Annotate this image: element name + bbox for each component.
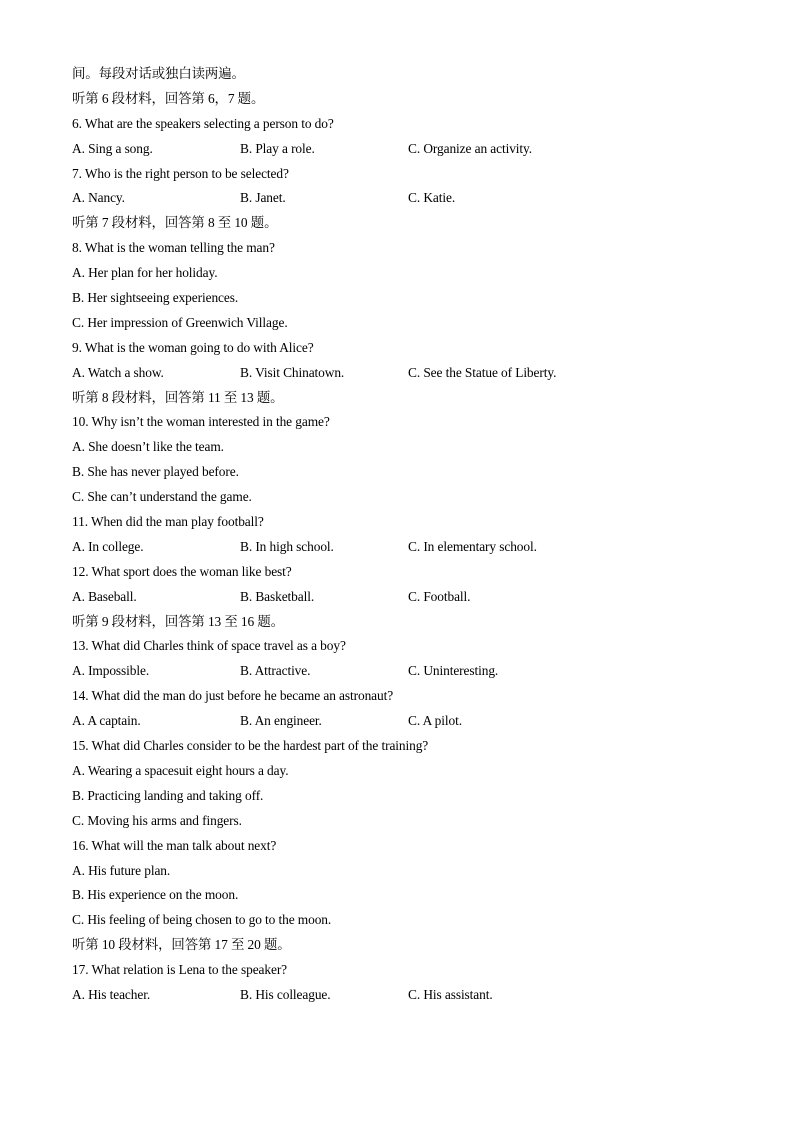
- options-6: [72, 137, 752, 162]
- options-12: [72, 585, 752, 610]
- option-b: B. Her sightseeing experiences.: [72, 290, 239, 306]
- option-a: A. In college.: [72, 538, 144, 554]
- option-b: B. Basketball.: [240, 588, 315, 604]
- options-11: [72, 535, 752, 560]
- option-b: B. An engineer.: [240, 713, 322, 729]
- option-b: B. She has never played before.: [72, 464, 239, 480]
- question-7: 7. Who is the right person to be selected?: [72, 165, 289, 181]
- option-b: B. In high school.: [240, 538, 334, 554]
- listening-section: [72, 62, 752, 1008]
- option-c: C. Katie.: [408, 190, 456, 206]
- option-c: C. See the Statue of Liberty.: [408, 364, 557, 380]
- option-a: A. Wearing a spacesuit eight hours a day.: [72, 762, 289, 778]
- option-a: A. She doesn’t like the team.: [72, 439, 224, 455]
- option-a: A. Nancy.: [72, 190, 125, 206]
- question-15: 15. What did Charles consider to be the hardest part of the training?: [72, 738, 429, 754]
- option-c: C. Moving his arms and fingers.: [72, 812, 242, 828]
- question-12: 12. What sport does the woman like best?: [72, 563, 292, 579]
- option-b: B. His colleague.: [240, 986, 331, 1002]
- option-c: C. His assistant.: [408, 986, 493, 1002]
- question-14: 14. What did the man do just before he became an astronaut?: [72, 688, 394, 704]
- section-heading-9: 听第 9 段材料，回答第 13 至 16 题。: [72, 613, 284, 629]
- question-8: 8. What is the woman telling the man?: [72, 240, 275, 256]
- option-b: B. Play a role.: [240, 140, 315, 156]
- options-17: [72, 983, 752, 1008]
- option-c: C. Organize an activity.: [408, 140, 533, 156]
- options-9: [72, 361, 752, 386]
- option-a: A. His teacher.: [72, 986, 151, 1002]
- option-a: A. Impossible.: [72, 663, 150, 679]
- question-11: 11. When did the man play football?: [72, 514, 264, 530]
- options-13: [72, 659, 752, 684]
- section-heading-10: 听第 10 段材料，回答第 17 至 20 题。: [72, 937, 291, 953]
- option-c: C. She can’t understand the game.: [72, 489, 252, 505]
- options-14: [72, 709, 752, 734]
- option-b: B. Practicing landing and taking off.: [72, 787, 264, 803]
- options-7: [72, 186, 752, 211]
- question-16: 16. What will the man talk about next?: [72, 837, 277, 853]
- option-a: A. A captain.: [72, 713, 141, 729]
- option-b: B. Attractive.: [240, 663, 311, 679]
- section-heading-8: 听第 8 段材料，回答第 11 至 13 题。: [72, 389, 284, 405]
- option-c: C. Football.: [408, 588, 471, 604]
- section-heading-7: 听第 7 段材料，回答第 8 至 10 题。: [72, 215, 278, 231]
- option-a: A. Her plan for her holiday.: [72, 265, 218, 281]
- option-a: A. Sing a song.: [72, 140, 153, 156]
- option-a: A. His future plan.: [72, 862, 171, 878]
- option-a: A. Watch a show.: [72, 364, 164, 380]
- question-9: 9. What is the woman going to do with Alice?: [72, 339, 314, 355]
- instruction-text: 间。每段对话或独白读两遍。: [72, 66, 245, 81]
- option-b: B. Visit Chinatown.: [240, 364, 345, 380]
- option-a: A. Baseball.: [72, 588, 137, 604]
- option-c: C. Her impression of Greenwich Village.: [72, 314, 288, 330]
- section-heading-6: 听第 6 段材料，回答第 6，7 题。: [72, 90, 265, 106]
- option-b: B. His experience on the moon.: [72, 887, 239, 903]
- option-b: B. Janet.: [240, 190, 286, 206]
- option-c: C. His feeling of being chosen to go to the moon.: [72, 912, 332, 928]
- option-c: C. Uninteresting.: [408, 663, 499, 679]
- question-6: 6. What are the speakers selecting a person to do?: [72, 115, 334, 131]
- option-c: C. A pilot.: [408, 713, 462, 729]
- question-10: 10. Why isn’t the woman interested in the game?: [72, 414, 330, 430]
- option-c: C. In elementary school.: [408, 538, 537, 554]
- question-13: 13. What did Charles think of space travel as a boy?: [72, 638, 346, 654]
- question-17: 17. What relation is Lena to the speaker?: [72, 962, 288, 978]
